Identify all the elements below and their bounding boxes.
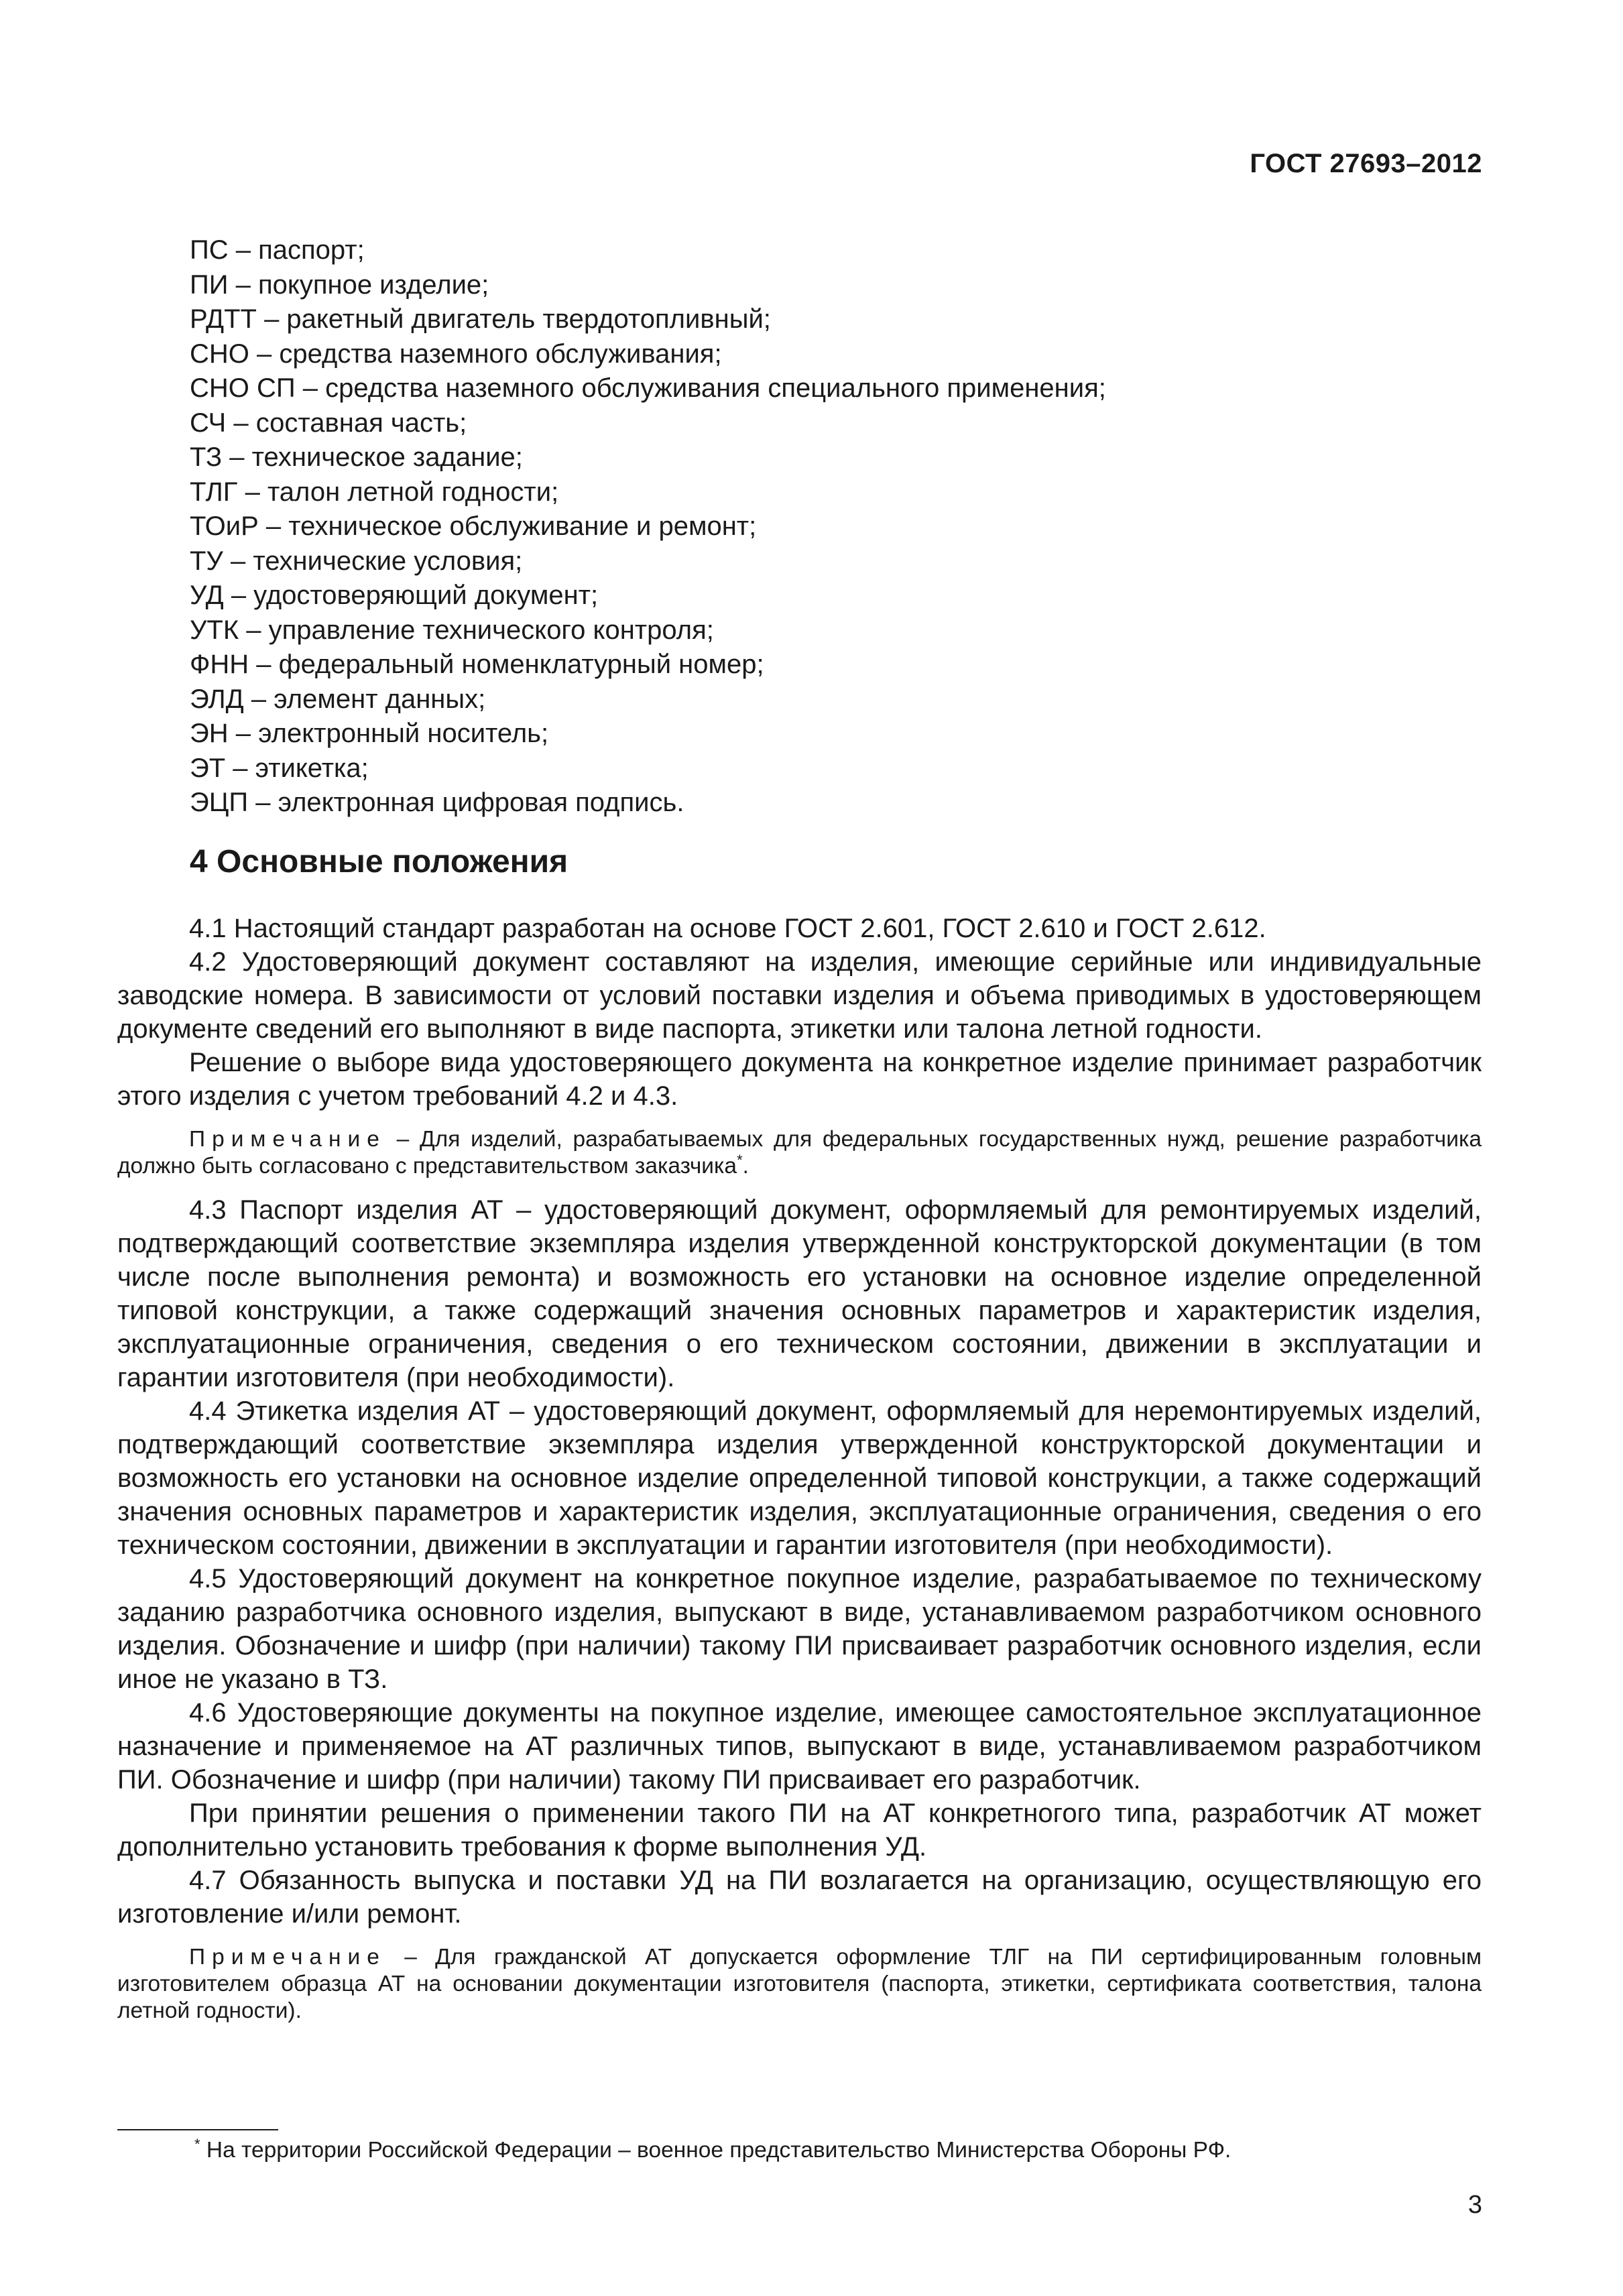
note-label: Примечание [189,1127,386,1152]
document-code: ГОСТ 27693–2012 [1250,149,1482,178]
abbreviation-item: ПС – паспорт; [190,235,365,265]
abbreviation-item: ТУ – технические условия; [190,546,523,576]
abbreviation-item: РДТТ – ракетный двигатель твердотопливный; [190,304,771,334]
note-1 [117,1126,1482,1180]
footnote [194,2136,1468,2165]
footnote-text: На территории Российской Федерации – военное представительство Министерства Обороны РФ. [200,2138,1231,2163]
note-label: Примечание [189,1945,386,1970]
abbreviation-item: ЭЛД – элемент данных; [190,684,486,714]
abbreviation-item: ФНН – федеральный номенклатурный номер; [190,650,764,679]
paragraph-4-6: 4.6 Удостоверяющие документы на покупное изделие, имеющее самостоятельное эксплуатационное назначение и применяемое на АТ различных типов, выпускают в виде, устанавливаемом разработчиком ПИ. Обозначение и шифр (при наличии) такому ПИ присваивает его разработчик. [117,1698,1482,1795]
abbreviation-item: ЭЦП – электронная цифровая подпись. [190,788,684,817]
note-2 [117,1944,1482,2025]
paragraph-4-1: 4.1 Настоящий стандарт разработан на основе ГОСТ 2.601, ГОСТ 2.610 и ГОСТ 2.612. [189,914,1266,943]
abbreviation-item: ПИ – покупное изделие; [190,269,489,300]
paragraph-choice: Решение о выборе вида удостоверяющего документа на конкретное изделие принимает разработчик этого изделия с учетом требований 4.2 и 4.3. [117,1048,1482,1111]
page-number: 3 [1467,2191,1482,2219]
note-text: – Для изделий, разрабатываемых для федеральных государственных нужд, решение разработчика должно быть согласовано с представительством заказчика [117,1127,1482,1179]
abbreviation-item: ЭН – электронный носитель; [190,719,549,748]
paragraph-4-5: 4.5 Удостоверяющий документ на конкретное покупное изделие, разрабатываемое по техническому заданию разработчика основного изделия, выпускают в виде, устанавливаемом разработчиком основного изделия. Обозначение и шифр (при наличии) такому ПИ присваивает разработчик основного изделия, если иное не указано в ТЗ. [117,1564,1482,1694]
paragraph-4-7: 4.7 Обязанность выпуска и поставки УД на ПИ возлагается на организацию, осуществляющую его изготовление и/или ремонт. [117,1866,1482,1929]
abbreviation-item: ТЗ – техническое задание; [190,442,523,472]
footnote-separator [117,2129,278,2130]
abbreviation-item: ТОиР – техническое обслуживание и ремонт; [190,511,757,541]
section-heading: 4 Основные положения [190,844,568,880]
abbreviation-item: ЭТ – этикетка; [190,753,369,783]
abbreviation-item: УД – удостоверяющий документ; [190,581,599,610]
paragraph-4-2: 4.2 Удостоверяющий документ составляют на изделия, имеющие серийные или индивидуальные заводские номера. В зависимости от условий поставки изделия и объема приводимых в удостоверяющем документе сведений его выполняют в виде паспорта, этикетки или талона летной годности. [117,947,1482,1044]
abbreviation-item: УТК – управление технического контроля; [190,615,714,645]
abbreviation-item: СНО – средства наземного обслуживания; [190,339,722,369]
paragraph-4-4: 4.4 Этикетка изделия АТ – удостоверяющий документ, оформляемый для неремонтируемых изделий, подтверждающий соответствие экземпляра изделия утвержденной конструкторской документации и возможность его установки на основное изделие определенной типовой конструкции, а также содержащий значения основных параметров и характеристик изделия, эксплуатационные ограничения, сведения о его техническом состоянии, движении в эксплуатации и гарантии изготовителя (при необходимости). [117,1396,1482,1560]
abbreviation-item: ТЛГ – талон летной годности; [190,477,559,507]
abbreviation-item: СНО СП – средства наземного обслуживания специального применения; [190,373,1106,403]
footnote-mark: * [194,2135,200,2153]
abbreviation-list [190,233,1463,821]
paragraph-decision: При принятии решения о применении такого ПИ на АТ конкретногого типа, разработчик АТ может дополнительно установить требования к форме выполнения УД. [117,1799,1482,1862]
abbreviation-item: СЧ – составная часть; [190,408,467,438]
footnote-reference: * [737,1151,743,1168]
paragraph-4-3: 4.3 Паспорт изделия АТ – удостоверяющий документ, оформляемый для ремонтируемых изделий, подтверждающий соответствие экземпляра изделия утвержденной конструкторской документации (в том числе после выполнения ремонта) и возможность его установки на основное изделие определенной типовой конструкции, а также содержащий значения основных параметров и характеристик изделия, эксплуатационные ограничения, сведения о его техническом состоянии, движении в эксплуатации и гарантии изготовителя (при необходимости). [117,1195,1482,1392]
note-end: . [742,1154,749,1179]
note-text: – Для гражданской АТ допускается оформление ТЛГ на ПИ сертифицированным головным изготовителем образца АТ на основании документации изготовителя (паспорта, этикетки, сертификата соответствия, талона летной годности). [117,1945,1482,2023]
section-body [117,912,1482,2038]
